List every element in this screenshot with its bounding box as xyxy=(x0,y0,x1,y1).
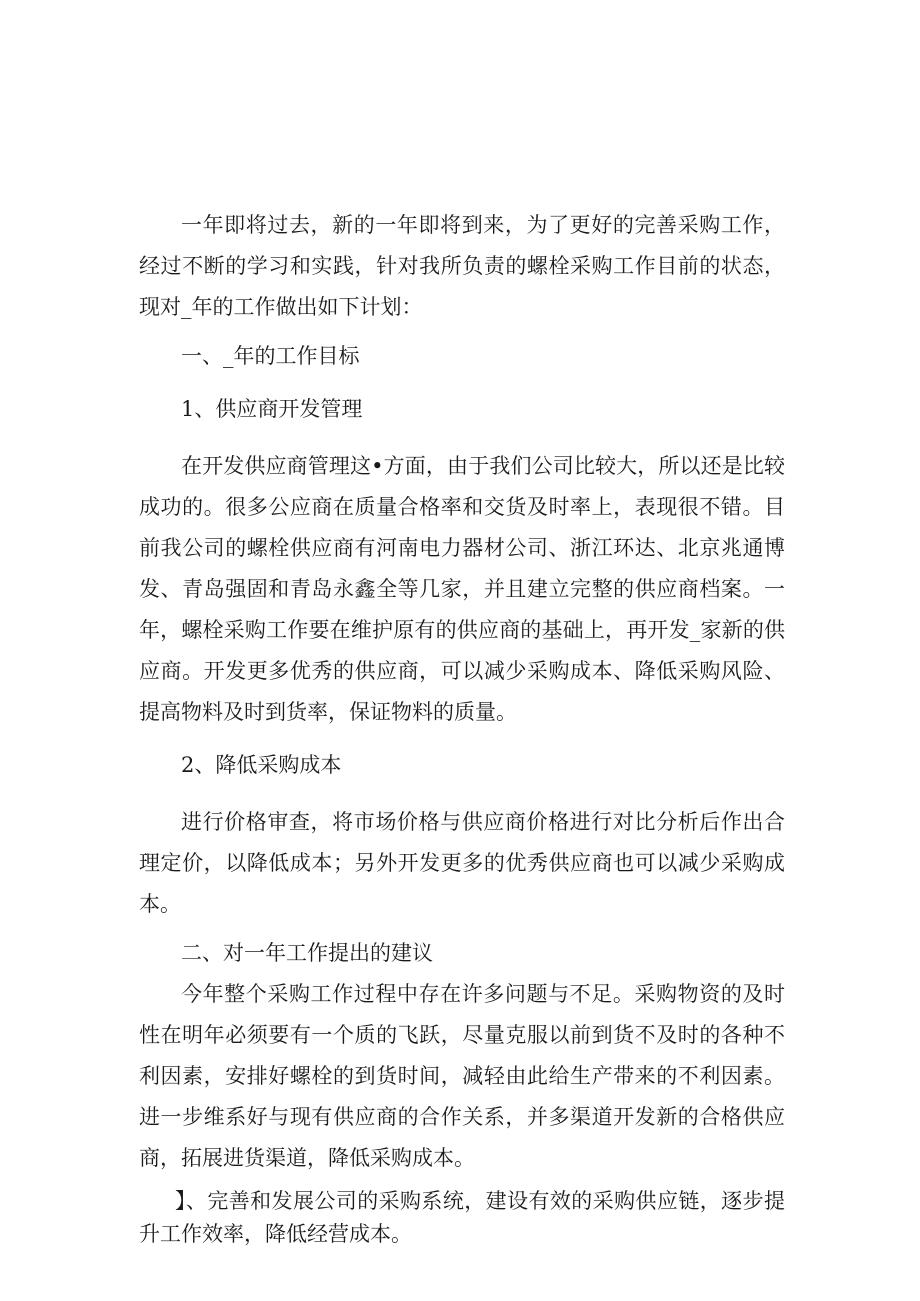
section-heading-goals: 一、_年的工作目标 xyxy=(181,344,360,368)
intro-paragraph: 一年即将过去，新的一年即将到来，为了更好的完善采购工作，经过不断的学习和实践，针对我所负责的螺栓采购工作目前的状态，现对_年的工作做出如下计划： xyxy=(139,213,785,319)
section-heading-suggestions: 二、对一年工作提出的建议 xyxy=(181,941,433,965)
reduce-cost-paragraph: 进行价格审查，将市场价格与供应商价格进行对比分析后作出合理定价，以降低成本；另外开发更多的优秀供应商也可以减少采购成本。 xyxy=(139,810,785,916)
document-body xyxy=(139,205,785,1251)
subheading-supplier-management: 1、供应商开发管理 xyxy=(181,397,363,421)
subheading-reduce-cost: 2、降低采购成本 xyxy=(181,753,342,777)
suggestion-item: 】、完善和发展公司的采购系统，建设有效的采购供应链，逐步提升工作效率，降低经营成本。 xyxy=(139,1189,785,1246)
suggestions-paragraph: 今年整个采购工作过程中存在许多问题与不足。采购物资的及时性在明年必须要有一个质的飞跃，尽量克服以前到货不及时的各种不利因素，安排好螺栓的到货时间，减轻由此给生产带来的不利因素。进一步维系好与现有供应商的合作关系，并多渠道开发新的合格供应商，拓展进货渠道，降低采购成本。 xyxy=(139,982,785,1170)
supplier-management-paragraph: 在开发供应商管理这•方面，由于我们公司比较大，所以还是比较成功的。很多公应商在质量合格率和交货及时率上，表现很不错。目前我公司的螺栓供应商有河南电力器材公司、浙江环达、北京兆通博发、青岛强固和青岛永鑫全等几家，并且建立完整的供应商档案。一年，螺栓采购工作要在维护原有的供应商的基础上，再开发_家新的供应商。开发更多优秀的供应商，可以减少采购成本、降低采购风险、提高物料及时到货率，保证物料的质量。 xyxy=(139,454,785,724)
